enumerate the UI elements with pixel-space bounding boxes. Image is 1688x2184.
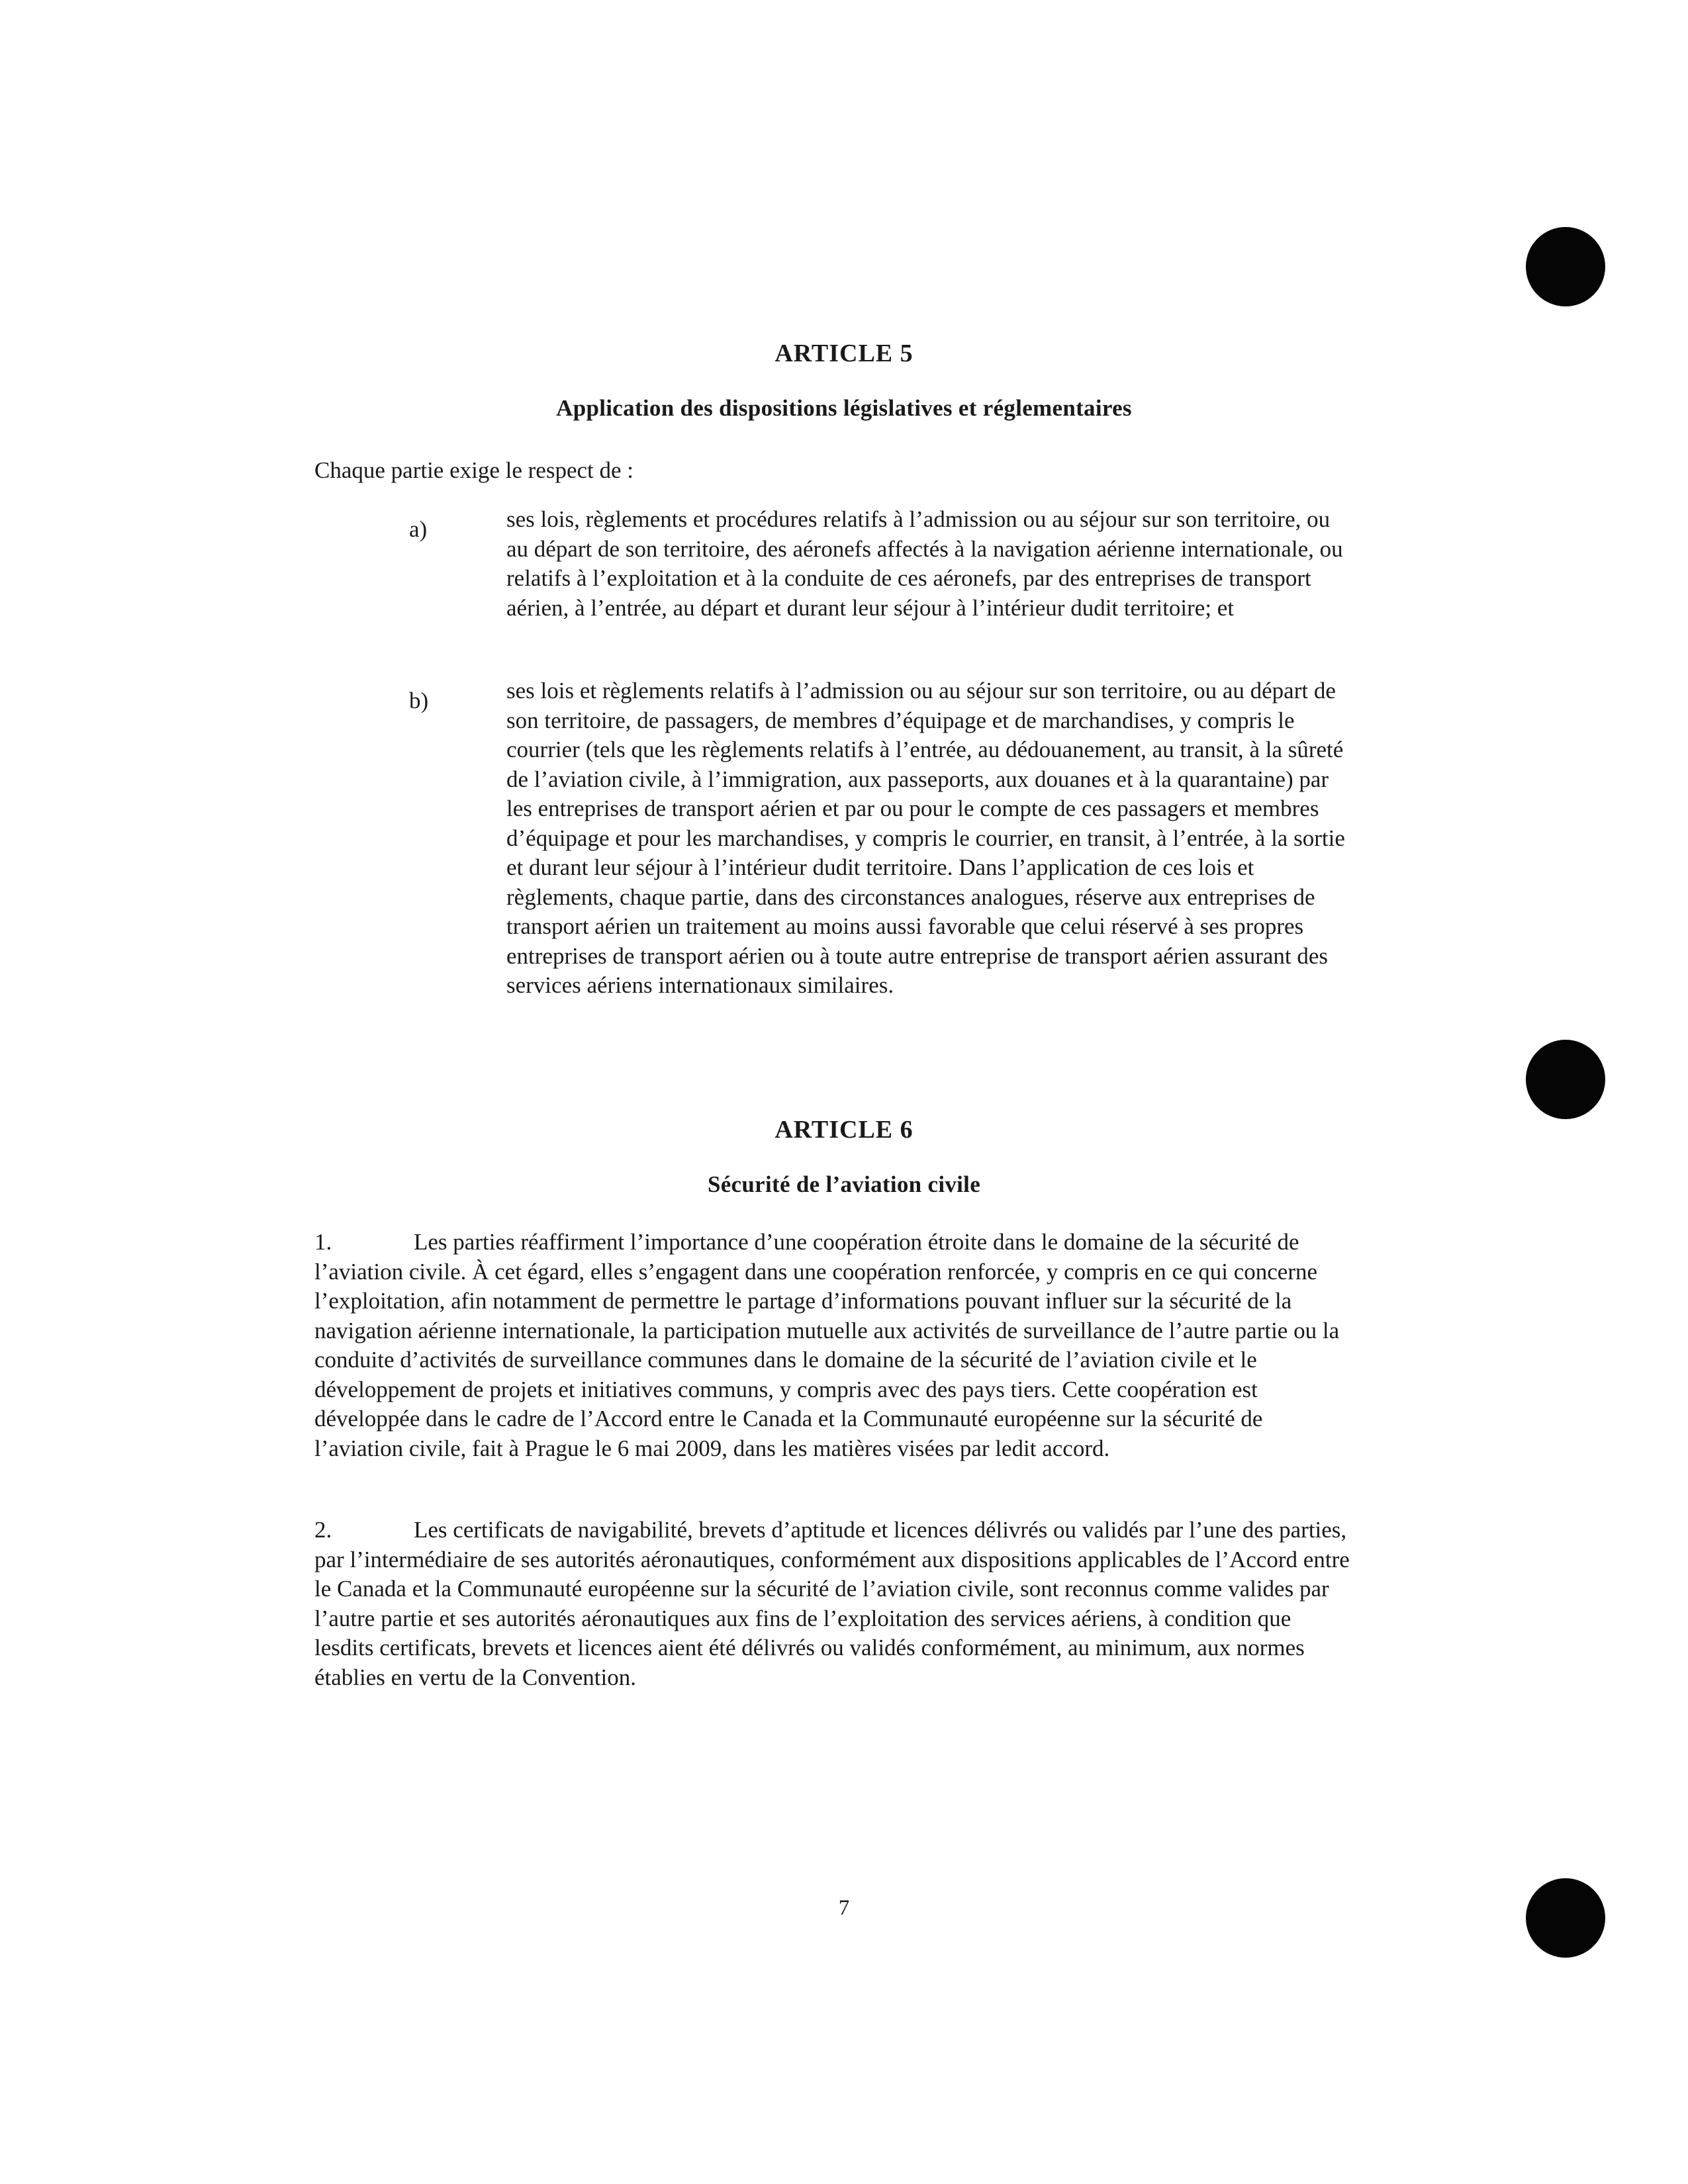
article-5-subtitle: Application des dispositions législatives et réglementaires	[556, 395, 1132, 421]
page-number: 7	[838, 1896, 850, 1920]
paragraph-number: 2.	[314, 1517, 332, 1543]
item-b-text: ses lois et règlements relatifs à l’admission ou au séjour sur son territoire, ou au départ de son territoire, de passagers, de membres d’équipage et de marchandises, y compris le courrier (tels que les règlements relatifs à l’entrée, au dédouanement, au transit, à la sûreté de l’aviation civile, à l’immigration, aux passeports, aux douanes et à la quarantaine) par les entreprises de transport aérien et par ou pour le compte de ces passagers et membres d’équipage et pour les marchandises, y compris le courrier, en transit, à l’entrée, à la sortie et durant leur séjour à l’intérieur dudit territoire. Dans l’application de ces lois et règlements, chaque partie, dans des circonstances analogues, réserve aux entreprises de transport aérien un traitement au moins aussi favorable que celui réservé à ses propres entreprises de transport aérien ou à toute autre entreprise de transport aérien assurant des services aériens internationaux similaires.	[506, 678, 1345, 998]
item-marker-a: a)	[409, 516, 428, 542]
article-5-intro: Chaque partie exige le respect de :	[314, 457, 634, 483]
item-a-text: ses lois, règlements et procédures relatifs à l’admission ou au séjour sur son territoire, ou au départ de son territoire, des aéronefs affectés à la navigation aérienne internationale, ou relatifs à l’exploitation et à la conduite de ces aéronefs, par des entreprises de transport aérien, à l’entrée, au départ et durant leur séjour à l’intérieur dudit territoire; et	[506, 506, 1343, 621]
punch-hole	[1526, 227, 1605, 306]
paragraph-text: Les parties réaffirment l’importance d’une coopération étroite dans le domaine de la sécurité de l’aviation civile. À cet égard, elles s’engagent dans une coopération renforcée, y compris en ce qui concerne l’exploitation, afin notamment de permettre le partage d’informations pouvant influer sur la sécurité de la navigation aérienne internationale, la participation mutuelle aux activités de surveillance de l’autre partie ou la conduite d’activités de surveillance communes dans le domaine de la sécurité de l’aviation civile et le développement de projets et initiatives communs, y compris avec des pays tiers. Cette coopération est développée dans le cadre de l’Accord entre le Canada et la Communauté européenne sur la sécurité de l’aviation civile, fait à Prague le 6 mai 2009, dans les matières visées par ledit accord.	[314, 1229, 1340, 1461]
paragraph-number: 1.	[314, 1229, 332, 1255]
article-6-title: ARTICLE 6	[774, 1116, 914, 1144]
punch-hole	[1526, 1040, 1605, 1119]
article-6-subtitle: Sécurité de l’aviation civile	[707, 1171, 981, 1197]
article-6-paragraph-2	[314, 1516, 1350, 1692]
item-marker-b: b)	[409, 688, 429, 713]
article-6-paragraph-1	[314, 1228, 1350, 1463]
paragraph-text: Les certificats de navigabilité, brevets d’aptitude et licences délivrés ou validés par l’une des parties, par l’intermédiaire de ses autorités aéronautiques, conformément aux dispositions applicables de l’Accord entre le Canada et la Communauté européenne sur la sécurité de l’aviation civile, sont reconnus comme valides par l’autre partie et ses autorités aéronautiques aux fins de l’exploitation des services aériens, à condition que lesdits certificats, brevets et licences aient été délivrés ou validés conformément, au minimum, aux normes établies en vertu de la Convention.	[314, 1517, 1350, 1690]
article-5-title: ARTICLE 5	[774, 340, 914, 367]
